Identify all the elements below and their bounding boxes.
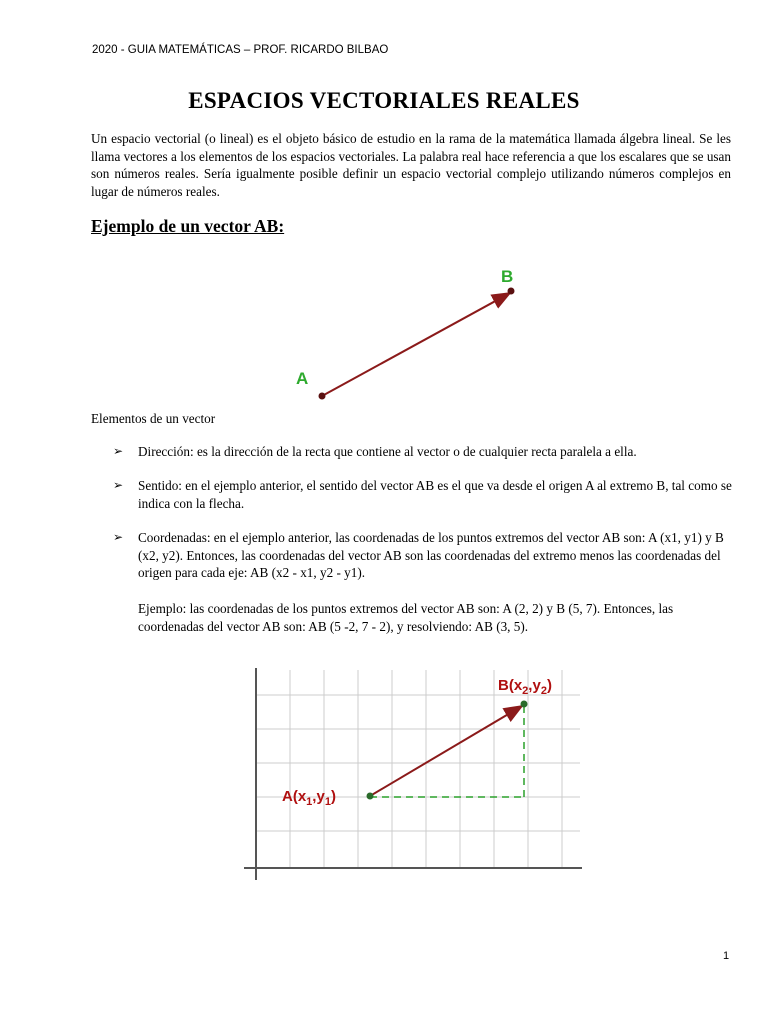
vector-ab-line-2 <box>370 706 522 796</box>
bullet-text: Sentido: en el ejemplo anterior, el sentido del vector AB es el que va desde el origen A al extremo B, tal como se indica con la flecha. <box>138 478 732 511</box>
page-title: ESPACIOS VECTORIALES REALES <box>188 88 580 113</box>
intro-paragraph: Un espacio vectorial (o lineal) es el objeto básico de estudio en la rama de la matemática llamada álgebra lineal. Se les llama vectores a los elementos de los espacios vectoriales. La palabra real hace referencia a que los escalares que se usan son números reales. Sería igualmente posible definir un espacio vectorial complejo utilizando números complejos en lugar de números reales. <box>91 131 731 199</box>
grid <box>256 670 580 868</box>
label-b: B <box>501 267 514 286</box>
bullet-arrow-icon: ➢ <box>113 444 124 458</box>
bullet-text: Dirección: es la dirección de la recta que contiene al vector o de cualquier recta paralela a ella. <box>138 444 637 459</box>
bullet-text: Coordenadas: en el ejemplo anterior, las coordenadas de los puntos extremos del vector AB son: A (x1, y1) y B (x2, y2). Entonces, las coordenadas del vector AB son las coordenadas del extremo menos las coordenadas del origen para cada eje: AB (x2 - x1, y2 - y1). <box>138 530 724 580</box>
label-a: A <box>296 369 309 388</box>
bullet-arrow-icon: ➢ <box>113 530 124 544</box>
page-header: 2020 - GUIA MATEMÁTICAS – PROF. RICARDO BILBAO <box>92 44 389 56</box>
label-b-coords: $B(x_2,y_2)$ <box>498 677 552 697</box>
example-subtitle: Ejemplo de un vector AB: <box>91 216 285 236</box>
elements-heading: Elementos de un vector <box>91 411 216 426</box>
example-paragraph: Ejemplo: las coordenadas de los puntos extremos del vector AB son: A (2, 2) y B (5, 7). Entonces, las coordenadas del vector AB son: AB (5 -2, 7 - 2), y resolviendo: AB (3, 5). <box>138 601 674 634</box>
label-a-coords: $A(x_1,y_1)$ <box>282 788 336 808</box>
point-a-2 <box>367 793 374 800</box>
bullet-arrow-icon: ➢ <box>113 478 124 492</box>
page-number: 1 <box>723 950 730 962</box>
point-b-2 <box>521 701 528 708</box>
